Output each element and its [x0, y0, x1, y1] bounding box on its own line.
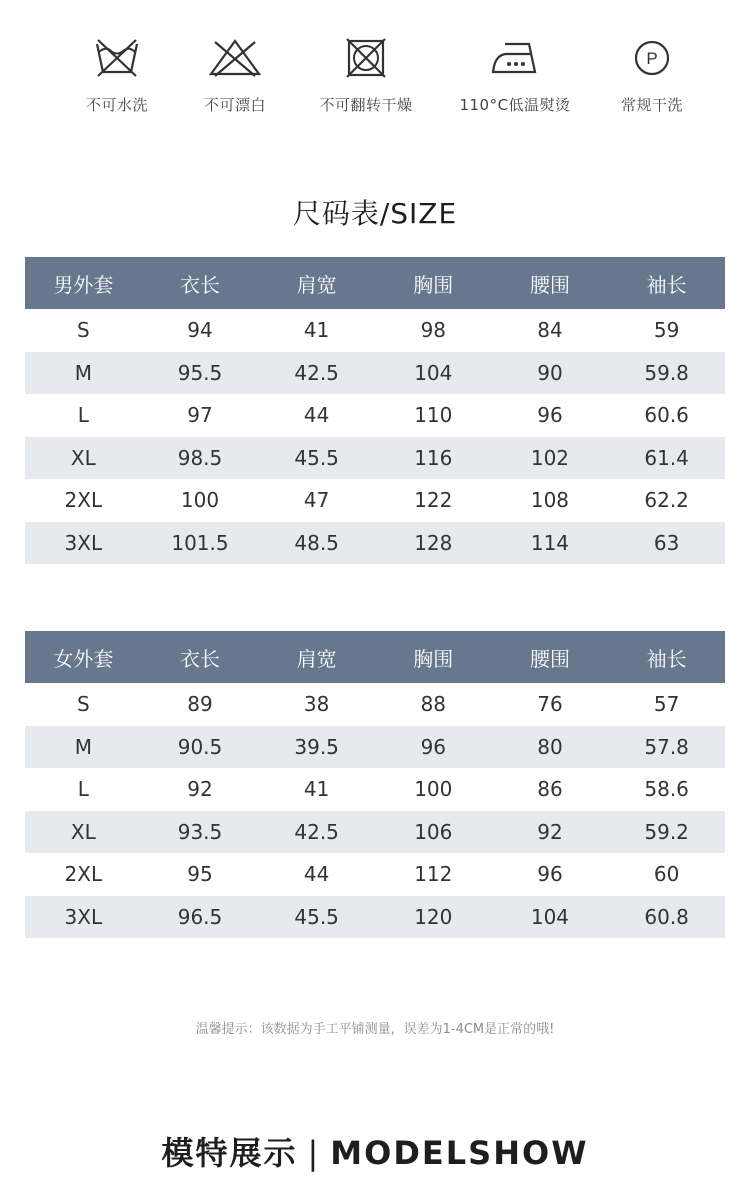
size-cell: M: [25, 726, 142, 769]
size-cell: S: [76, 318, 90, 343]
men-header-cell: 肩宽: [258, 257, 375, 309]
women-size-table: [25, 631, 725, 938]
size-cell: 3XL: [25, 522, 142, 565]
measurement-cell: 100: [414, 777, 453, 802]
no-wash-icon: [94, 36, 140, 80]
measurement-cell: 60.8: [608, 896, 725, 939]
measurement-cell: 59: [653, 318, 680, 343]
measurement-cell: 61.4: [608, 437, 725, 480]
measurement-cell: 44: [303, 862, 330, 887]
measurement-cell: 104: [492, 896, 609, 939]
measurement-cell: 101.5: [142, 522, 259, 565]
size-cell: S: [76, 692, 90, 717]
care-label-low-iron: 110°C低温熨烫: [459, 96, 571, 114]
measurement-cell: 116: [375, 437, 492, 480]
size-cell: XL: [25, 811, 142, 854]
care-item-no-bleach: [165, 36, 305, 115]
women-header-cell: 肩宽: [258, 631, 375, 683]
measurement-cell: 90: [492, 352, 609, 395]
women-header-cell: 腰围: [492, 631, 609, 683]
no-tumble-dry-icon: [344, 36, 388, 80]
measurement-cell: 57.8: [608, 726, 725, 769]
measurement-cell: 84: [537, 318, 563, 343]
men-header-cell: 腰围: [492, 257, 609, 309]
care-label-no-bleach: 不可漂白: [203, 96, 266, 114]
men-header-cell: 男外套: [25, 257, 142, 309]
measurement-cell: 80: [492, 726, 609, 769]
table-row: [25, 309, 725, 352]
measurement-cell: 38: [303, 692, 330, 717]
table-row: [25, 479, 725, 522]
women-header-cell: 女外套: [25, 631, 142, 683]
women-header-cell: 袖长: [608, 631, 725, 683]
men-header-cell: 胸围: [375, 257, 492, 309]
measurement-cell: 100: [180, 488, 220, 513]
men-table-body: [25, 309, 725, 564]
measurement-cell: 98: [420, 318, 447, 343]
women-table-body: [25, 683, 725, 938]
table-row: [25, 394, 725, 437]
size-chart-title: 尺码表/SIZE: [292, 197, 458, 230]
no-bleach-icon: [207, 36, 263, 80]
measurement-cell: 90.5: [142, 726, 259, 769]
measurement-cell: 39.5: [258, 726, 375, 769]
measurement-cell: 128: [375, 522, 492, 565]
measurement-tip: 温馨提示：该数据为手工平铺测量，误差为1-4CM是正常的哦!: [195, 1022, 555, 1037]
care-item-dry-clean: [582, 36, 722, 115]
measurement-cell: 45.5: [258, 896, 375, 939]
measurement-cell: 42.5: [258, 811, 375, 854]
model-title-en: MODELSHOW: [330, 1134, 589, 1172]
low-iron-icon: [489, 36, 541, 80]
measurement-cell: 96.5: [142, 896, 259, 939]
measurement-cell: 95: [187, 862, 213, 887]
measurement-cell: 89: [187, 692, 213, 717]
measurement-cell: 62.2: [644, 488, 689, 513]
table-row: [25, 768, 725, 811]
measurement-cell: 94: [187, 318, 213, 343]
measurement-cell: 102: [492, 437, 609, 480]
women-table-header-row: [25, 631, 725, 683]
size-cell: M: [25, 352, 142, 395]
measurement-cell: 42.5: [258, 352, 375, 395]
men-size-table: [25, 257, 725, 564]
table-row: [25, 437, 725, 480]
measurement-cell: 63: [608, 522, 725, 565]
dry-clean-p-icon: [630, 36, 674, 80]
model-title-separator: |: [307, 1134, 321, 1172]
measurement-cell: 86: [537, 777, 563, 802]
measurement-cell: 92: [492, 811, 609, 854]
measurement-cell: 98.5: [142, 437, 259, 480]
measurement-cell: 57: [653, 692, 680, 717]
measurement-cell: 112: [414, 862, 453, 887]
measurement-cell: 60.6: [644, 403, 689, 428]
measurement-cell: 96: [537, 403, 563, 428]
measurement-cell: 96: [375, 726, 492, 769]
measurement-cell: 120: [375, 896, 492, 939]
table-row: [25, 522, 725, 565]
size-cell: L: [77, 777, 89, 802]
measurement-cell: 58.6: [644, 777, 689, 802]
measurement-cell: 48.5: [258, 522, 375, 565]
svg-text:P: P: [646, 49, 658, 68]
measurement-cell: 110: [414, 403, 453, 428]
table-row: [25, 352, 725, 395]
table-row: [25, 683, 725, 726]
model-title-cn: 模特展示: [161, 1134, 298, 1172]
care-label-no-wash: 不可水洗: [85, 96, 148, 114]
measurement-cell: 93.5: [142, 811, 259, 854]
measurement-cell: 45.5: [258, 437, 375, 480]
women-header-cell: 胸围: [375, 631, 492, 683]
measurement-cell: 76: [537, 692, 563, 717]
measurement-cell: 122: [414, 488, 453, 513]
men-table-header-row: [25, 257, 725, 309]
care-item-no-tumble-dry: [296, 36, 436, 115]
measurement-cell: 104: [375, 352, 492, 395]
measurement-cell: 59.2: [608, 811, 725, 854]
model-show-title: [0, 1128, 750, 1174]
measurement-cell: 41: [303, 318, 330, 343]
women-header-cell: 衣长: [142, 631, 259, 683]
measurement-cell: 95.5: [142, 352, 259, 395]
men-header-cell: 衣长: [142, 257, 259, 309]
care-instructions: [0, 36, 750, 126]
table-row: [25, 811, 725, 854]
care-label-dry-clean: 常规干洗: [620, 96, 683, 114]
measurement-cell: 96: [537, 862, 563, 887]
table-row: [25, 726, 725, 769]
measurement-cell: 59.8: [608, 352, 725, 395]
size-cell: 2XL: [64, 488, 103, 513]
measurement-cell: 97: [187, 403, 213, 428]
measurement-cell: 108: [530, 488, 570, 513]
size-cell: XL: [25, 437, 142, 480]
measurement-cell: 114: [492, 522, 609, 565]
measurement-cell: 92: [187, 777, 213, 802]
measurement-cell: 106: [375, 811, 492, 854]
care-label-no-tumble-dry: 不可翻转干燥: [319, 96, 413, 114]
measurement-cell: 44: [303, 403, 330, 428]
table-row: [25, 853, 725, 896]
measurement-cell: 47: [303, 488, 330, 513]
table-row: [25, 896, 725, 939]
size-cell: 3XL: [25, 896, 142, 939]
measurement-cell: 88: [420, 692, 447, 717]
size-cell: L: [77, 403, 89, 428]
measurement-cell: 60: [653, 862, 680, 887]
men-header-cell: 袖长: [608, 257, 725, 309]
care-item-low-iron: [445, 36, 585, 115]
measurement-cell: 41: [303, 777, 330, 802]
size-cell: 2XL: [64, 862, 103, 887]
